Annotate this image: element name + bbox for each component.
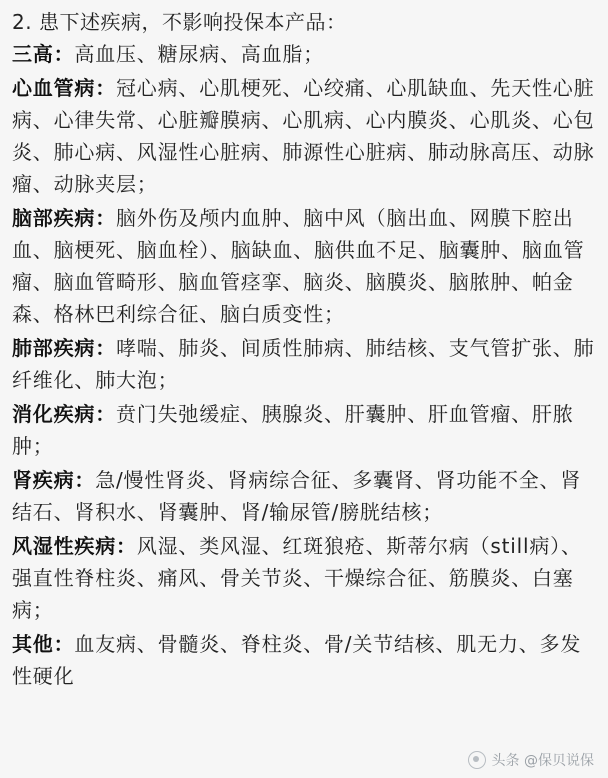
section-label: 风湿性疾病： — [12, 534, 137, 558]
section-text: 风湿、类风湿、红斑狼疮、斯蒂尔病（still病）、强直性脊柱炎、痛风、骨关节炎、干燥综合征、筋膜炎、白塞病； — [12, 534, 582, 622]
section-label: 肾疾病： — [12, 468, 96, 492]
watermark — [468, 750, 594, 770]
section-text: 冠心病、心肌梗死、心绞痛、心肌缺血、先天性心脏病、心律失常、心脏瓣膜病、心肌病、心内膜炎、心肌炎、心包炎、肺心病、风湿性心脏病、肺源性心脏病、肺动脉高压、动脉瘤、动脉夹层； — [12, 76, 595, 196]
section-text: 急/慢性肾炎、肾病综合征、多囊肾、肾功能不全、肾结石、肾积水、肾囊肿、肾/输尿管/膀胱结核； — [12, 468, 582, 524]
section-rheumatic — [12, 530, 596, 626]
section-label: 其他： — [12, 632, 75, 656]
section-lung — [12, 332, 596, 396]
section-label: 三高： — [12, 42, 75, 66]
section-text: 贲门失弛缓症、胰腺炎、肝囊肿、肝血管瘤、肝脓肿； — [12, 402, 574, 458]
section-brain — [12, 202, 596, 330]
section-cardiovascular — [12, 72, 596, 200]
document-body — [12, 8, 596, 694]
section-text: 哮喘、肺炎、间质性肺病、肺结核、支气管扩张、肺纤维化、肺大泡； — [12, 336, 595, 392]
headline-logo-icon — [468, 751, 486, 769]
section-label: 肺部疾病： — [12, 336, 116, 360]
section-label: 消化疾病： — [12, 402, 116, 426]
section-label: 心血管病： — [12, 76, 116, 100]
section-three-highs — [12, 38, 596, 70]
section-other — [12, 628, 596, 692]
section-kidney — [12, 464, 596, 528]
section-label: 脑部疾病： — [12, 206, 116, 230]
list-heading: 2. 患下述疾病，不影响投保本产品： — [12, 10, 347, 34]
section-text: 血友病、骨髓炎、脊柱炎、骨/关节结核、肌无力、多发性硬化 — [12, 632, 582, 688]
section-digestive — [12, 398, 596, 462]
section-text: 脑外伤及颅内血肿、脑中风（脑出血、网膜下腔出血、脑梗死、脑血栓）、脑缺血、脑供血不足、脑囊肿、脑血管瘤、脑血管畸形、脑血管痉挛、脑炎、脑膜炎、脑脓肿、帕金森、格林巴利综合征、脑白质变性； — [12, 206, 585, 326]
section-text: 高血压、糖尿病、高血脂； — [74, 42, 325, 66]
watermark-text: 头条 @保贝说保 — [491, 753, 594, 769]
